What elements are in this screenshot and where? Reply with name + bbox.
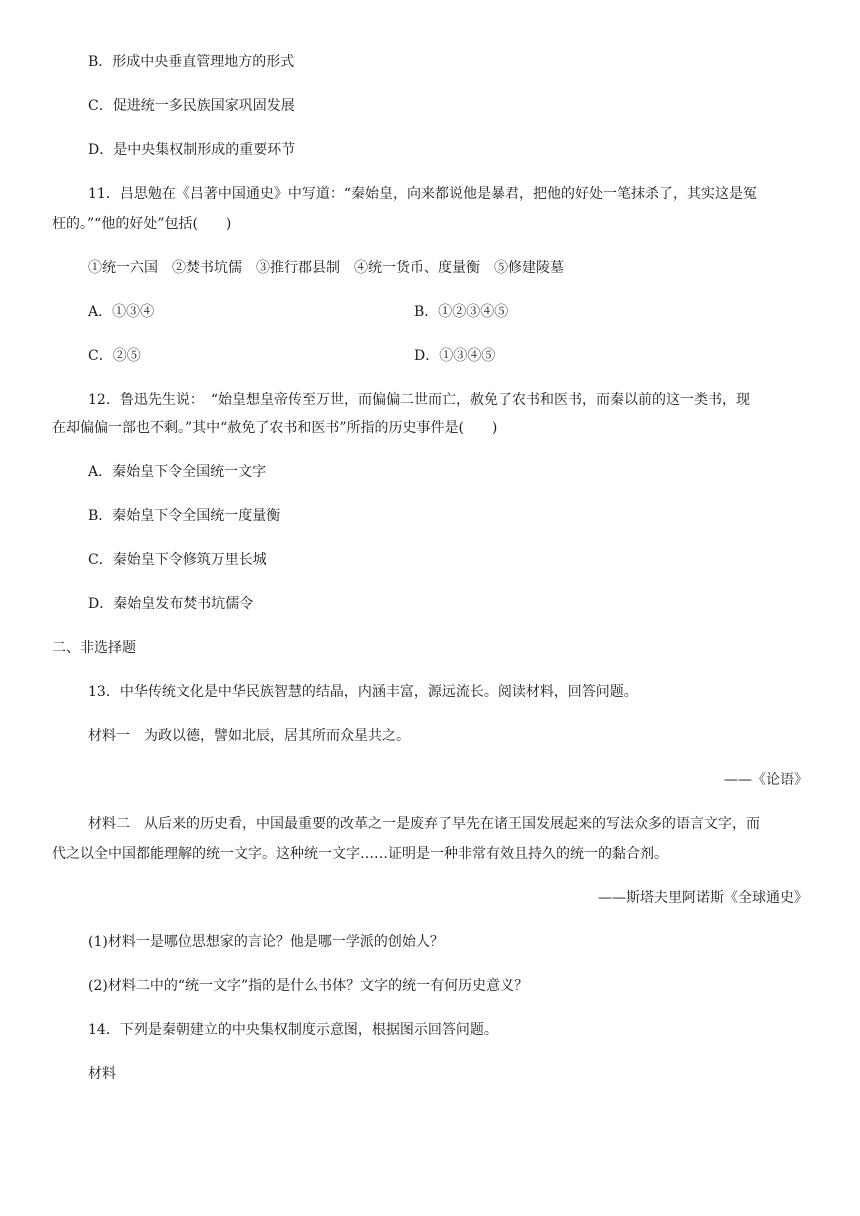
q13-stem: 13．中华传统文化是中华民族智慧的结晶，内涵丰富，源远流长。阅读材料，回答问题。 xyxy=(88,684,638,700)
q14-stem: 14．下列是秦朝建立的中央集权制度示意图，根据图示回答问题。 xyxy=(88,1022,498,1038)
material-1-text: 为政以德，譬如北辰，居其所而众星共之。 xyxy=(144,728,410,744)
q11-stem-line2: 枉的。”“他的好处”包括( ) xyxy=(52,216,232,232)
q13-material-1 xyxy=(88,726,410,746)
q12-stem-line2: 在却偏偏一部也不剩。”其中“赦免了农书和医书”所指的历史事件是( ) xyxy=(52,420,498,436)
q11-option-d: D．①③④⑤ xyxy=(414,348,496,364)
material-1-label: 材料一 xyxy=(88,728,130,744)
q12-option-a: A．秦始皇下令全国统一文字 xyxy=(88,464,267,480)
q10-option-b: B．形成中央垂直管理地方的形式 xyxy=(88,54,295,70)
q10-option-c: C．促进统一多民族国家巩固发展 xyxy=(88,98,295,114)
section-heading: 二、非选择题 xyxy=(52,640,136,656)
material-2-label: 材料二 xyxy=(88,816,130,832)
q14-material-label: 材料 xyxy=(88,1066,116,1082)
q13-sub-question-2: (2)材料二中的“统一文字”指的是什么书体？文字的统一有何历史意义？ xyxy=(88,978,529,994)
material-2-text-line1: 从后来的历史看，中国最重要的改革之一是废弃了早先在诸王国发展起来的写法众多的语言文字，而 xyxy=(144,816,760,832)
q13-material-2-line1 xyxy=(88,814,760,834)
q11-stem-line1: 11．吕思勉在《吕著中国通史》中写道：“秦始皇，向来都说他是暴君，把他的好处一笔抹杀了，其实这是冤 xyxy=(88,186,757,202)
material-2-text-line2: 代之以全中国都能理解的统一文字。这种统一文字……证明是一种非常有效且持久的统一的黏合剂。 xyxy=(52,846,668,862)
q11-option-c: C．②⑤ xyxy=(88,348,141,364)
q11-option-b: B．①②③④⑤ xyxy=(414,304,509,320)
q12-stem-line1: 12．鲁迅先生说： “始皇想皇帝传至万世，而偏偏二世而亡，赦免了农书和医书，而秦以前的这一类书，现 xyxy=(88,392,750,408)
material-1-source: ——《论语》 xyxy=(724,772,808,788)
q11-items: ①统一六国 ②焚书坑儒 ③推行郡县制 ④统一货币、度量衡 ⑤修建陵墓 xyxy=(88,260,564,276)
q12-option-d: D．秦始皇发布焚书坑儒令 xyxy=(88,596,254,612)
q13-sub-question-1: (1)材料一是哪位思想家的言论？他是哪一学派的创始人？ xyxy=(88,934,444,950)
q11-option-a: A．①③④ xyxy=(88,304,155,320)
q12-option-c: C．秦始皇下令修筑万里长城 xyxy=(88,552,267,568)
q12-option-b: B．秦始皇下令全国统一度量衡 xyxy=(88,508,281,524)
q10-option-d: D．是中央集权制形成的重要环节 xyxy=(88,142,296,158)
material-2-source: ——斯塔夫里阿诺斯《全球通史》 xyxy=(598,890,808,906)
